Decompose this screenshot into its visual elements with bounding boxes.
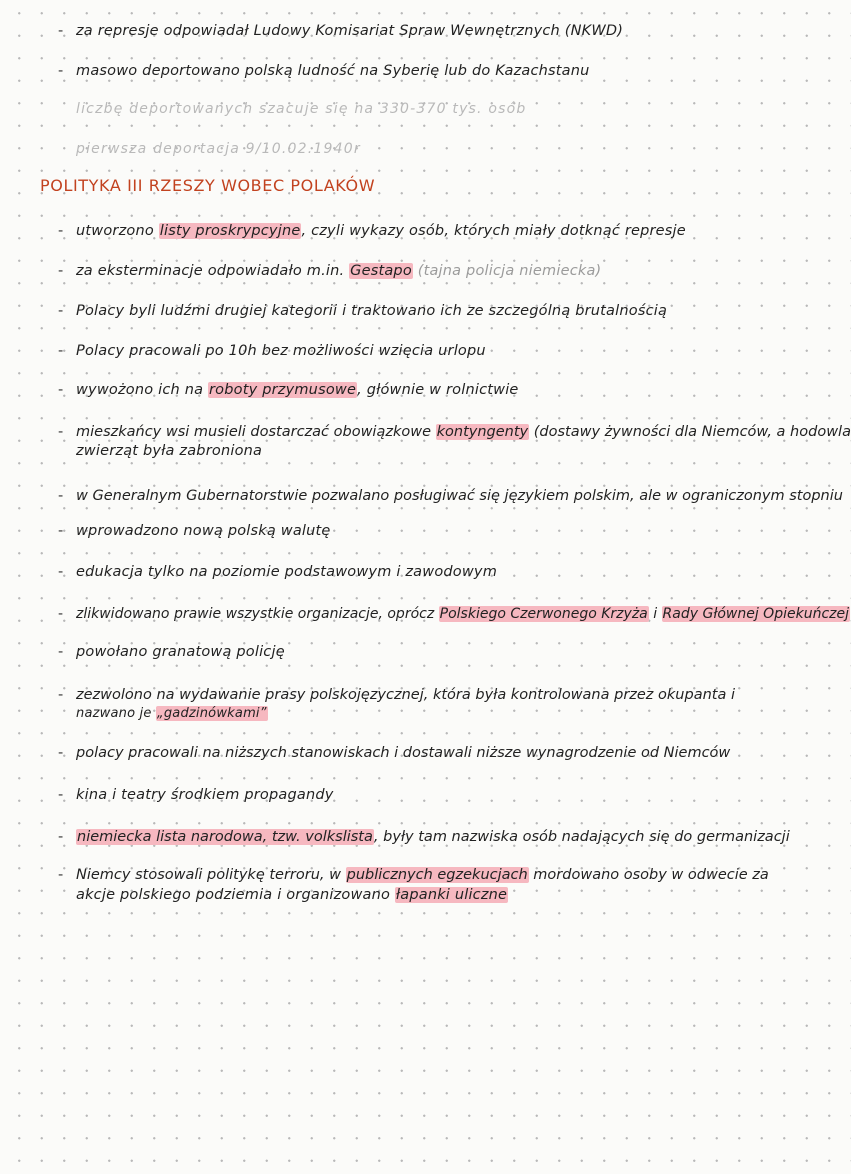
highlight: Polskiego Czerwonego Krzyża [439,606,648,622]
section-heading: POLITYKA III RZESZY WOBEC POLAKÓW [40,176,376,195]
highlight: kontyngenty [436,424,529,440]
faint-note-number-deported: liczbę deportowanych szacuje się na 330-370 tys. osób [76,101,527,117]
intro-line-nkwd: - za represje odpowiadał Ludowy Komisariat Spraw Wewnętrznych (NKWD) [58,23,624,39]
faint-note-first-deportation: pierwsza deportacja 9/10.02.1940r [76,141,361,157]
list-item-lower-positions: - polacy pracowali na niższych stanowiskach i dostawali niższe wynagrodzenie od Niemców [58,745,731,761]
highlight: Rady Głównej Opiekuńczej [662,606,849,622]
bullet-dash: - [58,23,64,39]
list-item-second-category: - Polacy byli ludźmi drugiej kategorii i traktowano ich ze szczególną brutalnością [58,303,668,319]
highlight: „gadzinówkami” [156,706,267,721]
highlight: łapanki uliczne [395,887,508,903]
list-item-quotas-continued: zwierząt była zabroniona [76,443,263,459]
list-item-quotas: - mieszkańcy wsi musieli dostarczać obowiązkowe kontyngenty (dostawy żywności dla Niemców, a hodowla [58,424,851,440]
list-item-polish-language: - w Generalnym Gubernatorstwie pozwalano posługiwać się językiem polskim, ale w ograniczonym stopniu [58,488,843,504]
list-item-press-continued: nazwano je „gadzinówkami” [76,706,267,721]
highlight: publicznych egzekucjach [346,867,528,883]
list-item-volkslista: - niemiecka lista narodowa, tzw. volkslista, były tam nazwiska osób nadających się do germanizacji [58,829,790,845]
bullet-dash: - [58,63,64,79]
list-item-terror-continued: akcje polskiego podziemia i organizowano łapanki uliczne [76,887,508,903]
list-item-proscription-lists: - utworzono listy proskrypcyjne, czyli wykazy osób, których miały dotknąć represje [58,223,686,239]
highlight: listy proskrypcyjne [159,223,301,239]
highlight: roboty przymusowe [209,382,357,398]
list-item-organizations: - zlikwidowano prawie wszystkie organizacje, oprócz Polskiego Czerwonego Krzyża i Rady Głównej Opiekuńczej [58,606,849,622]
intro-line-deportation: - masowo deportowano polską ludność na Syberię lub do Kazachstanu [58,63,590,79]
list-item-cinemas: - kina i teatry środkiem propagandy [58,787,334,803]
list-item-forced-labour: - wywożono ich na roboty przymusowe, głównie w rolnictwie [58,382,519,398]
list-item-press: - zezwolono na wydawanie prasy polskojęzycznej, która była kontrolowana przez okupanta i [58,687,735,703]
list-item-currency: - wprowadzono nową polską walutę [58,523,331,539]
list-item-blue-police: - powołano granatową policję [58,644,285,660]
list-item-gestapo: - za eksterminacje odpowiadało m.in. Gestapo (tajna policja niemiecka) [58,263,602,279]
highlight: niemiecka lista narodowa, tzw. volkslista [77,829,373,845]
list-item-terror: - Niemcy stosowali politykę terroru, w publicznych egzekucjach mordowano osoby w odwecie za [58,867,769,883]
list-item-education: - edukacja tylko na poziomie podstawowym i zawodowym [58,564,498,580]
highlight: Gestapo [350,263,412,279]
list-item-working-hours: - Polacy pracowali po 10h bez możliwości wzięcia urlopu [58,343,486,359]
